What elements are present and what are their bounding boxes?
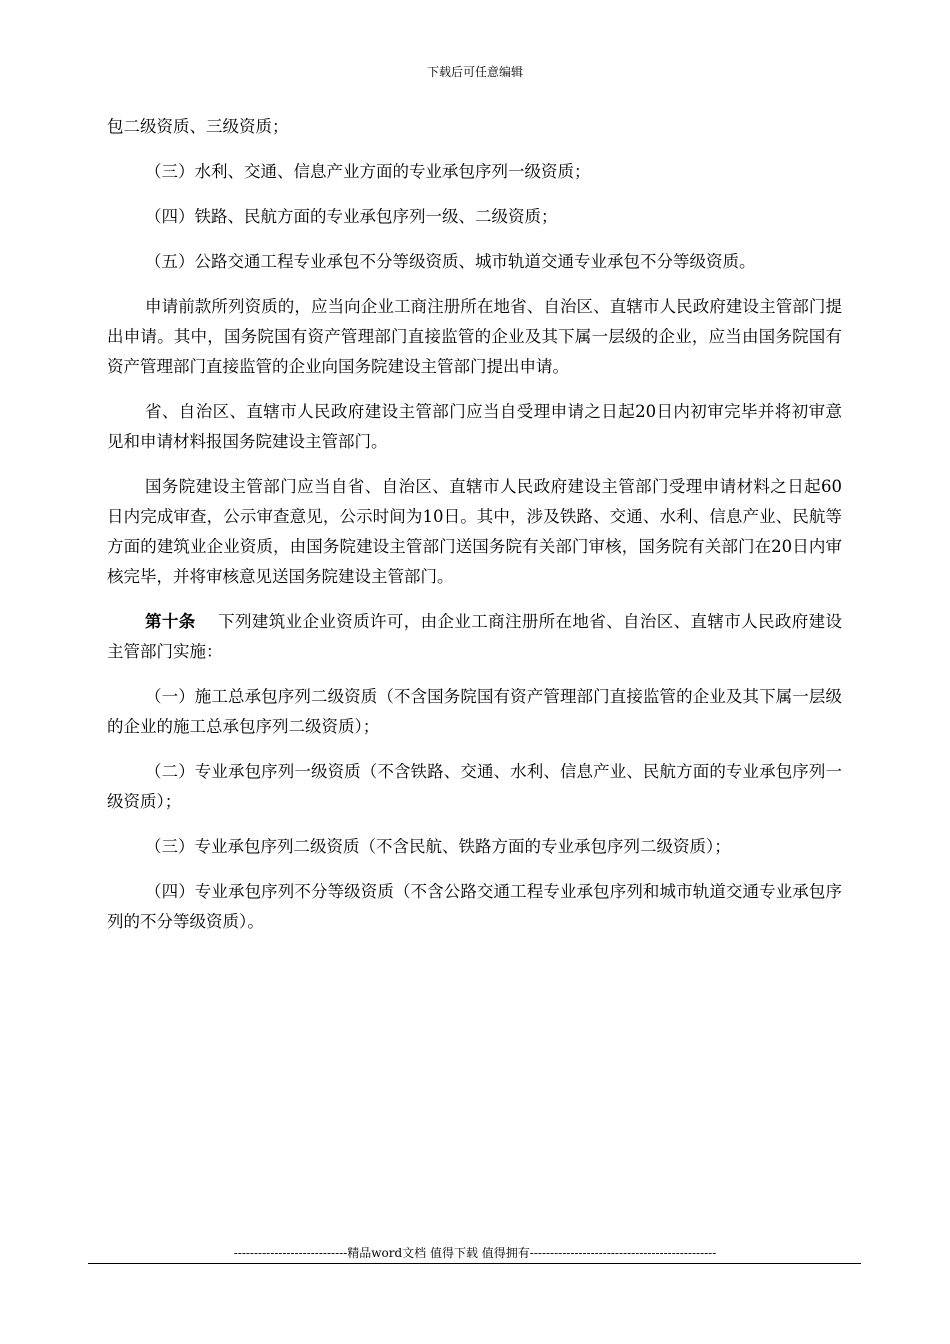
- list-item: （二）专业承包序列一级资质（不含铁路、交通、水利、信息产业、民航方面的专业承包序列一级资质）；: [107, 762, 842, 811]
- article-paragraph: [107, 607, 842, 667]
- footer-divider: [88, 1263, 861, 1264]
- page-header: 下载后可任意编辑: [426, 65, 523, 79]
- page-footer: ----------------------------精品word文档 值得下载 值得拥有----------------------------------------------: [233, 1246, 717, 1260]
- list-item: （五）公路交通工程专业承包不分等级资质、城市轨道交通专业承包不分等级资质。: [145, 252, 756, 271]
- paragraph: 国务院建设主管部门应当自省、自治区、直辖市人民政府建设主管部门受理申请材料之日起60日内完成审查，公示审查意见，公示时间为10日。其中，涉及铁路、交通、水利、信息产业、民航等方面的建筑业企业资质，由国务院建设主管部门送国务院有关部门审核，国务院有关部门在20日内审核完毕，并将审核意见送国务院建设主管部门。: [107, 477, 842, 586]
- document-body: [107, 112, 842, 952]
- list-item: （三）水利、交通、信息产业方面的专业承包序列一级资质；: [145, 162, 591, 181]
- list-item: （三）专业承包序列二级资质（不含民航、铁路方面的专业承包序列二级资质）；: [145, 837, 731, 856]
- paragraph: 省、自治区、直辖市人民政府建设主管部门应当自受理申请之日起20日内初审完毕并将初审意见和申请材料报国务院建设主管部门。: [107, 402, 842, 451]
- list-item: （四）铁路、民航方面的专业承包序列一级、二级资质；: [145, 207, 558, 226]
- paragraph-continuation: 包二级资质、三级资质；: [107, 117, 289, 136]
- list-item: （一）施工总承包序列二级资质（不含国务院国有资产管理部门直接监管的企业及其下属一层级的企业的施工总承包序列二级资质）；: [107, 687, 842, 736]
- article-number: 第十条: [145, 612, 196, 631]
- list-item: （四）专业承包序列不分等级资质（不含公路交通工程专业承包序列和城市轨道交通专业承包序列的不分等级资质）。: [107, 882, 842, 931]
- article-text: 下列建筑业企业资质许可，由企业工商注册所在地省、自治区、直辖市人民政府建设主管部门实施：: [107, 612, 843, 661]
- paragraph: 申请前款所列资质的，应当向企业工商注册所在地省、自治区、直辖市人民政府建设主管部门提出申请。其中，国务院国有资产管理部门直接监管的企业及其下属一层级的企业，应当由国务院国有资产管理部门直接监管的企业向国务院建设主管部门提出申请。: [107, 297, 842, 376]
